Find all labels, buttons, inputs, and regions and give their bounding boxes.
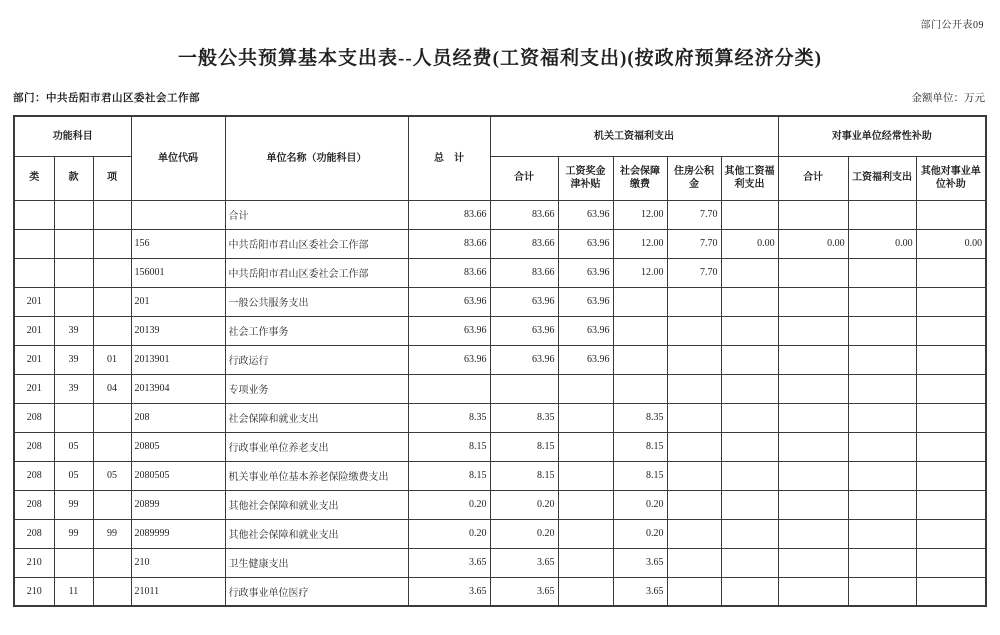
table-container — [13, 115, 987, 607]
cell-func-item — [93, 287, 131, 316]
cell-amount: 83.66 — [408, 200, 490, 229]
cell-amount — [848, 200, 916, 229]
cell-amount: 83.66 — [490, 258, 558, 287]
cell-func-item: 04 — [93, 374, 131, 403]
cell-amount — [916, 548, 986, 577]
cell-func-item — [93, 548, 131, 577]
table-row — [14, 374, 986, 403]
cell-unit-name: 卫生健康支出 — [225, 548, 408, 577]
cell-func-class: 201 — [14, 316, 54, 345]
cell-amount — [778, 519, 848, 548]
cell-amount: 63.96 — [408, 316, 490, 345]
cell-amount — [558, 519, 613, 548]
cell-func-item — [93, 316, 131, 345]
cell-amount: 3.65 — [408, 548, 490, 577]
cell-func-class: 208 — [14, 432, 54, 461]
cell-amount — [916, 200, 986, 229]
cell-amount: 8.35 — [613, 403, 667, 432]
table-row — [14, 200, 986, 229]
cell-amount: 7.70 — [667, 258, 721, 287]
header-agency-group: 机关工资福利支出 — [490, 116, 778, 156]
cell-amount: 8.15 — [490, 432, 558, 461]
cell-func-section — [54, 287, 93, 316]
cell-amount — [848, 403, 916, 432]
header-institution-other: 其他对事业单位补助 — [916, 156, 986, 200]
cell-func-section — [54, 548, 93, 577]
table-row — [14, 287, 986, 316]
cell-amount — [558, 432, 613, 461]
cell-func-item — [93, 490, 131, 519]
cell-amount — [721, 548, 778, 577]
cell-func-section: 99 — [54, 519, 93, 548]
cell-amount — [916, 403, 986, 432]
cell-amount — [778, 432, 848, 461]
cell-amount — [778, 316, 848, 345]
cell-func-section: 39 — [54, 374, 93, 403]
header-agency-housing-fund: 住房公积金 — [667, 156, 721, 200]
cell-amount: 63.96 — [558, 229, 613, 258]
cell-func-item — [93, 403, 131, 432]
table-row — [14, 403, 986, 432]
table-row — [14, 345, 986, 374]
budget-table — [13, 115, 987, 607]
cell-amount — [558, 461, 613, 490]
cell-amount: 0.20 — [490, 490, 558, 519]
cell-amount — [721, 200, 778, 229]
cell-amount — [848, 548, 916, 577]
cell-amount: 8.35 — [408, 403, 490, 432]
meta-row — [13, 90, 985, 105]
cell-amount: 3.65 — [613, 548, 667, 577]
cell-amount: 83.66 — [490, 200, 558, 229]
cell-amount: 3.65 — [408, 577, 490, 606]
cell-unit-code: 210 — [131, 548, 225, 577]
cell-unit-name: 专项业务 — [225, 374, 408, 403]
cell-amount — [848, 287, 916, 316]
header-row-groups — [14, 116, 986, 156]
table-row — [14, 490, 986, 519]
header-agency-social-security: 社会保障缴费 — [613, 156, 667, 200]
cell-amount — [916, 519, 986, 548]
cell-amount — [613, 316, 667, 345]
cell-func-class: 208 — [14, 490, 54, 519]
cell-amount — [721, 577, 778, 606]
cell-amount — [778, 403, 848, 432]
cell-amount: 8.35 — [490, 403, 558, 432]
cell-amount: 0.20 — [613, 490, 667, 519]
cell-amount — [667, 519, 721, 548]
cell-unit-code: 2013904 — [131, 374, 225, 403]
table-header — [14, 116, 986, 200]
cell-amount — [721, 519, 778, 548]
cell-func-section — [54, 403, 93, 432]
cell-amount — [778, 200, 848, 229]
cell-func-class: 201 — [14, 345, 54, 374]
cell-amount: 0.00 — [778, 229, 848, 258]
cell-func-item — [93, 577, 131, 606]
cell-amount: 7.70 — [667, 200, 721, 229]
header-institution-total: 合计 — [778, 156, 848, 200]
cell-amount — [667, 316, 721, 345]
cell-amount — [490, 374, 558, 403]
cell-func-item — [93, 432, 131, 461]
cell-amount: 12.00 — [613, 229, 667, 258]
cell-amount — [613, 374, 667, 403]
cell-amount — [916, 432, 986, 461]
cell-amount — [667, 577, 721, 606]
cell-amount: 63.96 — [558, 316, 613, 345]
cell-amount — [667, 432, 721, 461]
cell-amount: 63.96 — [558, 200, 613, 229]
cell-amount — [721, 345, 778, 374]
table-row — [14, 432, 986, 461]
cell-amount: 63.96 — [558, 345, 613, 374]
cell-amount: 3.65 — [490, 577, 558, 606]
cell-amount — [667, 548, 721, 577]
cell-amount — [721, 461, 778, 490]
cell-amount: 8.15 — [613, 461, 667, 490]
cell-amount — [848, 432, 916, 461]
cell-amount — [778, 374, 848, 403]
header-institution-group: 对事业单位经常性补助 — [778, 116, 986, 156]
cell-amount: 0.20 — [613, 519, 667, 548]
table-row — [14, 258, 986, 287]
header-agency-other-welfare: 其他工资福利支出 — [721, 156, 778, 200]
cell-unit-name: 中共岳阳市君山区委社会工作部 — [225, 258, 408, 287]
cell-func-item — [93, 200, 131, 229]
cell-amount — [778, 577, 848, 606]
cell-func-class: 201 — [14, 287, 54, 316]
cell-amount — [558, 548, 613, 577]
cell-func-class — [14, 229, 54, 258]
cell-amount: 0.20 — [490, 519, 558, 548]
cell-amount — [916, 258, 986, 287]
cell-amount — [667, 345, 721, 374]
cell-unit-code: 20139 — [131, 316, 225, 345]
cell-func-class: 201 — [14, 374, 54, 403]
cell-amount: 0.00 — [721, 229, 778, 258]
amount-unit-label: 金额单位：万元 — [911, 93, 985, 104]
cell-amount: 63.96 — [558, 258, 613, 287]
header-agency-salary-bonus: 工资奖金津补贴 — [558, 156, 613, 200]
cell-amount: 8.15 — [613, 432, 667, 461]
table-row — [14, 577, 986, 606]
cell-amount — [558, 403, 613, 432]
cell-amount: 8.15 — [408, 432, 490, 461]
cell-unit-name: 机关事业单位基本养老保险缴费支出 — [225, 461, 408, 490]
cell-amount — [848, 258, 916, 287]
cell-func-section — [54, 200, 93, 229]
cell-func-section: 39 — [54, 345, 93, 374]
cell-amount — [778, 461, 848, 490]
cell-unit-code: 2080505 — [131, 461, 225, 490]
cell-amount: 63.96 — [490, 316, 558, 345]
cell-func-section: 05 — [54, 432, 93, 461]
cell-func-class: 208 — [14, 519, 54, 548]
table-row — [14, 519, 986, 548]
cell-unit-name: 其他社会保障和就业支出 — [225, 490, 408, 519]
cell-unit-code: 20805 — [131, 432, 225, 461]
cell-amount — [916, 287, 986, 316]
cell-amount: 63.96 — [558, 287, 613, 316]
cell-func-class: 210 — [14, 577, 54, 606]
cell-amount — [408, 374, 490, 403]
cell-amount — [848, 490, 916, 519]
header-col-item: 项 — [93, 156, 131, 200]
cell-amount — [721, 432, 778, 461]
header-col-section: 款 — [54, 156, 93, 200]
cell-func-section: 99 — [54, 490, 93, 519]
cell-amount — [558, 490, 613, 519]
cell-amount — [667, 287, 721, 316]
table-row — [14, 548, 986, 577]
cell-amount: 63.96 — [408, 345, 490, 374]
header-agency-total: 合计 — [490, 156, 558, 200]
table-row — [14, 316, 986, 345]
cell-amount — [613, 287, 667, 316]
cell-amount: 63.96 — [490, 345, 558, 374]
cell-amount — [721, 316, 778, 345]
cell-amount — [848, 316, 916, 345]
cell-amount — [721, 403, 778, 432]
cell-func-item — [93, 258, 131, 287]
cell-unit-name: 行政运行 — [225, 345, 408, 374]
cell-amount: 8.15 — [408, 461, 490, 490]
cell-func-item: 99 — [93, 519, 131, 548]
cell-amount — [667, 490, 721, 519]
cell-unit-name: 社会工作事务 — [225, 316, 408, 345]
cell-unit-code: 156 — [131, 229, 225, 258]
cell-amount — [916, 490, 986, 519]
cell-amount: 7.70 — [667, 229, 721, 258]
cell-unit-name: 其他社会保障和就业支出 — [225, 519, 408, 548]
cell-func-section — [54, 258, 93, 287]
cell-unit-code — [131, 200, 225, 229]
cell-func-section: 05 — [54, 461, 93, 490]
cell-amount — [558, 374, 613, 403]
cell-amount: 83.66 — [490, 229, 558, 258]
cell-amount — [778, 258, 848, 287]
cell-amount — [721, 258, 778, 287]
cell-amount: 3.65 — [613, 577, 667, 606]
cell-amount: 0.00 — [848, 229, 916, 258]
cell-amount: 83.66 — [408, 258, 490, 287]
cell-amount — [721, 374, 778, 403]
header-grand-total: 总 计 — [408, 116, 490, 200]
cell-amount — [848, 519, 916, 548]
cell-amount — [848, 461, 916, 490]
cell-amount: 0.00 — [916, 229, 986, 258]
cell-amount — [848, 374, 916, 403]
cell-amount — [558, 577, 613, 606]
cell-unit-code: 201 — [131, 287, 225, 316]
cell-func-item — [93, 229, 131, 258]
cell-amount: 8.15 — [490, 461, 558, 490]
header-func-group: 功能科目 — [14, 116, 131, 156]
cell-amount — [916, 374, 986, 403]
form-number-label: 部门公开表09 — [920, 20, 984, 31]
cell-unit-name: 中共岳阳市君山区委社会工作部 — [225, 229, 408, 258]
cell-amount — [667, 403, 721, 432]
cell-amount: 63.96 — [408, 287, 490, 316]
cell-unit-code: 2013901 — [131, 345, 225, 374]
cell-unit-code: 156001 — [131, 258, 225, 287]
header-unit-code: 单位代码 — [131, 116, 225, 200]
cell-func-item: 01 — [93, 345, 131, 374]
cell-func-item: 05 — [93, 461, 131, 490]
cell-amount — [613, 345, 667, 374]
cell-amount: 63.96 — [490, 287, 558, 316]
cell-amount — [778, 287, 848, 316]
cell-func-class: 208 — [14, 403, 54, 432]
header-col-class: 类 — [14, 156, 54, 200]
cell-amount — [848, 345, 916, 374]
department-label: 部门：中共岳阳市君山区委社会工作部 — [13, 93, 200, 104]
cell-amount — [778, 345, 848, 374]
cell-func-class: 210 — [14, 548, 54, 577]
cell-unit-name: 社会保障和就业支出 — [225, 403, 408, 432]
table-body — [14, 200, 986, 606]
cell-amount: 12.00 — [613, 258, 667, 287]
cell-amount — [848, 577, 916, 606]
cell-func-section: 39 — [54, 316, 93, 345]
cell-unit-name: 行政事业单位养老支出 — [225, 432, 408, 461]
cell-func-section: 11 — [54, 577, 93, 606]
cell-amount — [916, 345, 986, 374]
cell-amount — [721, 490, 778, 519]
cell-unit-name: 合计 — [225, 200, 408, 229]
cell-func-class — [14, 258, 54, 287]
cell-amount — [778, 548, 848, 577]
cell-unit-code: 208 — [131, 403, 225, 432]
cell-amount: 0.20 — [408, 490, 490, 519]
cell-func-class: 208 — [14, 461, 54, 490]
cell-unit-code: 21011 — [131, 577, 225, 606]
cell-amount: 12.00 — [613, 200, 667, 229]
cell-func-class — [14, 200, 54, 229]
page-title: 一般公共预算基本支出表--人员经费(工资福利支出)(按政府预算经济分类) — [178, 48, 822, 69]
cell-amount: 3.65 — [490, 548, 558, 577]
cell-amount — [778, 490, 848, 519]
cell-unit-code: 2089999 — [131, 519, 225, 548]
table-row — [14, 229, 986, 258]
cell-amount — [667, 374, 721, 403]
cell-amount — [916, 577, 986, 606]
cell-unit-code: 20899 — [131, 490, 225, 519]
cell-amount — [916, 461, 986, 490]
cell-amount — [721, 287, 778, 316]
cell-unit-name: 行政事业单位医疗 — [225, 577, 408, 606]
header-unit-name: 单位名称（功能科目） — [225, 116, 408, 200]
cell-amount — [667, 461, 721, 490]
cell-func-section — [54, 229, 93, 258]
cell-unit-name: 一般公共服务支出 — [225, 287, 408, 316]
cell-amount: 0.20 — [408, 519, 490, 548]
cell-amount — [916, 316, 986, 345]
table-row — [14, 461, 986, 490]
cell-amount: 83.66 — [408, 229, 490, 258]
header-institution-welfare: 工资福利支出 — [848, 156, 916, 200]
